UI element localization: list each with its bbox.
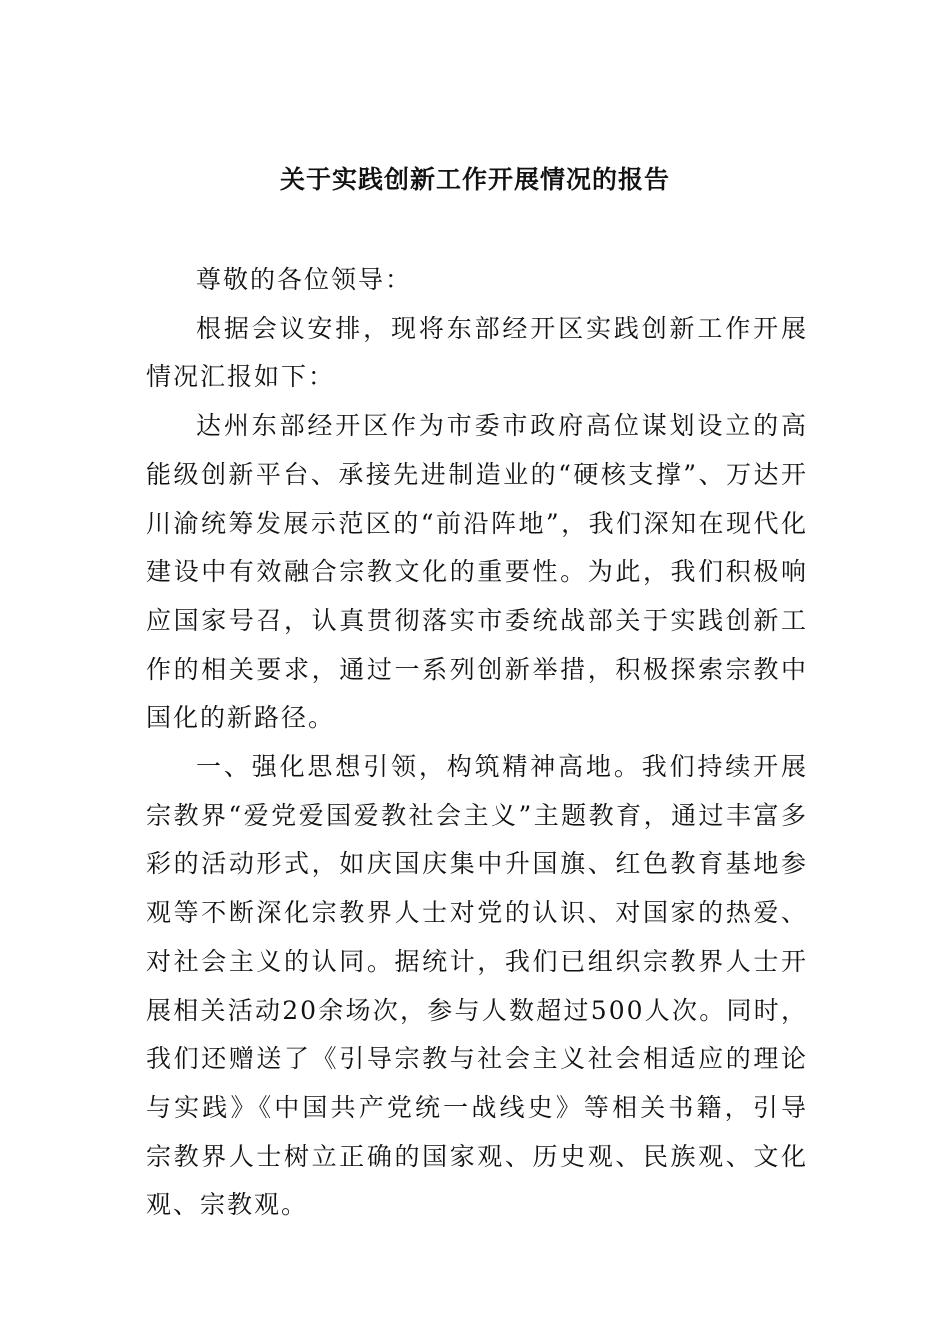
document-title: 关于实践创新工作开展情况的报告 — [279, 165, 670, 194]
salutation: 尊敬的各位领导： — [196, 265, 413, 294]
document-body — [146, 256, 808, 1230]
paragraph-background: 达州东部经开区作为市委市政府高位谋划设立的高能级创新平台、承接先进制造业的“硬核支撑”、万达开川渝统筹发展示范区的“前沿阵地”，我们深知在现代化建设中有效融合宗教文化的重要性。为此，我们积极响应国家号召，认真贯彻落实市委统战部关于实践创新工作的相关要求，通过一系列创新举措，积极探索宗教中国化的新路径。 — [146, 411, 808, 733]
paragraph-intro: 根据会议安排，现将东部经开区实践创新工作开展情况汇报如下： — [146, 313, 808, 392]
paragraph-section-one: 一、强化思想引领，构筑精神高地。我们持续开展宗教界“爱党爱国爱教社会主义”主题教育，通过丰富多彩的活动形式，如庆国庆集中升国旗、红色教育基地参观等不断深化宗教界人士对党的认识、对国家的热爱、对社会主义的认同。据统计，我们已组织宗教界人士开展相关活动20余场次，参与人数超过500人次。同时，我们还赠送了《引导宗教与社会主义社会相适应的理论与实践》《中国共产党统一战线史》等相关书籍，引导宗教界人士树立正确的国家观、历史观、民族观、文化观、宗教观。 — [146, 752, 808, 1220]
